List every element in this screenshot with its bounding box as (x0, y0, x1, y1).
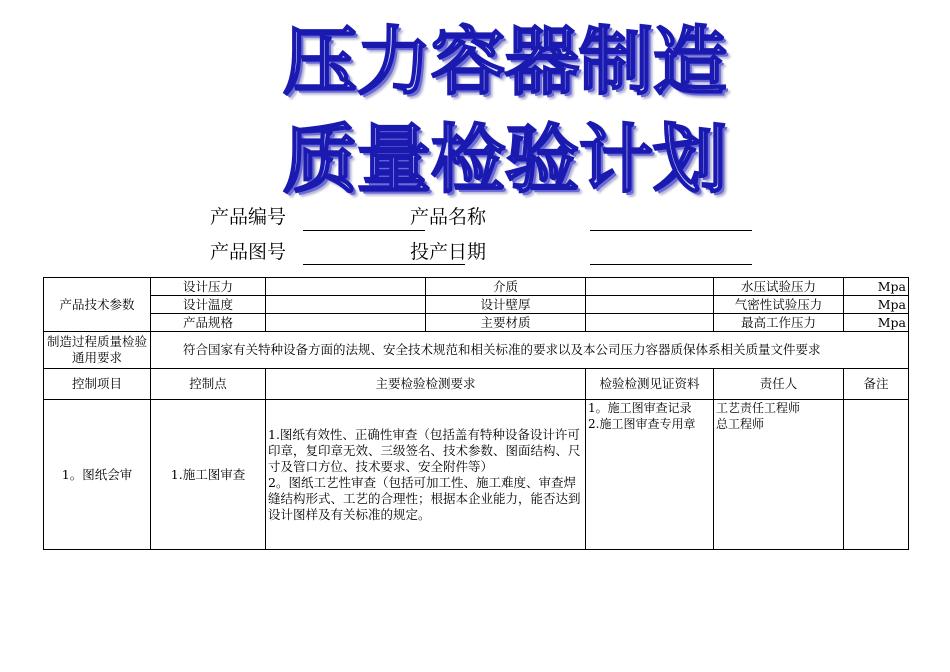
wall-thickness-label: 设计壁厚 (426, 296, 586, 314)
max-working-pressure-label: 最高工作压力 (714, 314, 844, 332)
start-date-field[interactable] (590, 264, 752, 265)
col-header-point: 控制点 (151, 369, 266, 400)
col-header-evidence: 检验检测见证资料 (586, 369, 714, 400)
col-header-remark: 备注 (844, 369, 909, 400)
row-evidence: 1。施工图审查记录 2.施工图审查专用章 (586, 400, 714, 550)
product-no-field[interactable] (303, 230, 425, 231)
inspection-plan-table (43, 277, 909, 550)
row-remark[interactable] (844, 400, 909, 550)
tech-params-label: 产品技术参数 (44, 278, 151, 332)
product-no-label: 产品编号 (210, 206, 287, 228)
air-tight-pressure-label: 气密性试验压力 (714, 296, 844, 314)
start-date-label: 投产日期 (410, 241, 487, 263)
drawing-no-label: 产品图号 (210, 241, 287, 263)
main-material-value[interactable] (586, 314, 714, 332)
row-point: 1.施工图审查 (151, 400, 266, 550)
col-header-responsible: 责任人 (714, 369, 844, 400)
medium-value[interactable] (586, 278, 714, 296)
design-pressure-value[interactable] (266, 278, 426, 296)
row-item: 1。图纸会审 (44, 400, 151, 550)
document-title-line2: 质量检验计划 (283, 117, 727, 203)
design-temp-label: 设计温度 (151, 296, 266, 314)
document-title-line1: 压力容器制造 (283, 19, 727, 105)
wall-thickness-value[interactable] (586, 296, 714, 314)
air-tight-pressure-unit: Mpa (844, 296, 909, 314)
table-row (44, 400, 909, 550)
medium-label: 介质 (426, 278, 586, 296)
drawing-no-field[interactable] (303, 264, 465, 265)
row-requirements: 1.图纸有效性、正确性审查（包括盖有特种设备设计许可印章，复印章无效、三级签名、技术参数、图面结构、尺寸及管口方位、技术要求、安全附件等） 2。图纸工艺性审查（包括可加工性、施工难度、审查焊缝结构形式、工艺的合理性；根据本企业能力，能否达到设计图样及有关标准的规定。 (266, 400, 586, 550)
general-req-label: 制造过程质量检验通用要求 (44, 332, 151, 369)
hydro-test-pressure-unit: Mpa (844, 278, 909, 296)
hydro-test-pressure-label: 水压试验压力 (714, 278, 844, 296)
product-name-label: 产品名称 (410, 206, 487, 228)
spec-label: 产品规格 (151, 314, 266, 332)
design-pressure-label: 设计压力 (151, 278, 266, 296)
spec-value[interactable] (266, 314, 426, 332)
general-req-text: 符合国家有关特种设备方面的法规、安全技术规范和相关标准的要求以及本公司压力容器质保体系相关质量文件要求 (151, 332, 909, 369)
product-name-field[interactable] (590, 230, 752, 231)
col-header-item: 控制项目 (44, 369, 151, 400)
row-responsible: 工艺责任工程师 总工程师 (714, 400, 844, 550)
col-header-requirements: 主要检验检测要求 (266, 369, 586, 400)
main-material-label: 主要材质 (426, 314, 586, 332)
design-temp-value[interactable] (266, 296, 426, 314)
max-working-pressure-unit: Mpa (844, 314, 909, 332)
